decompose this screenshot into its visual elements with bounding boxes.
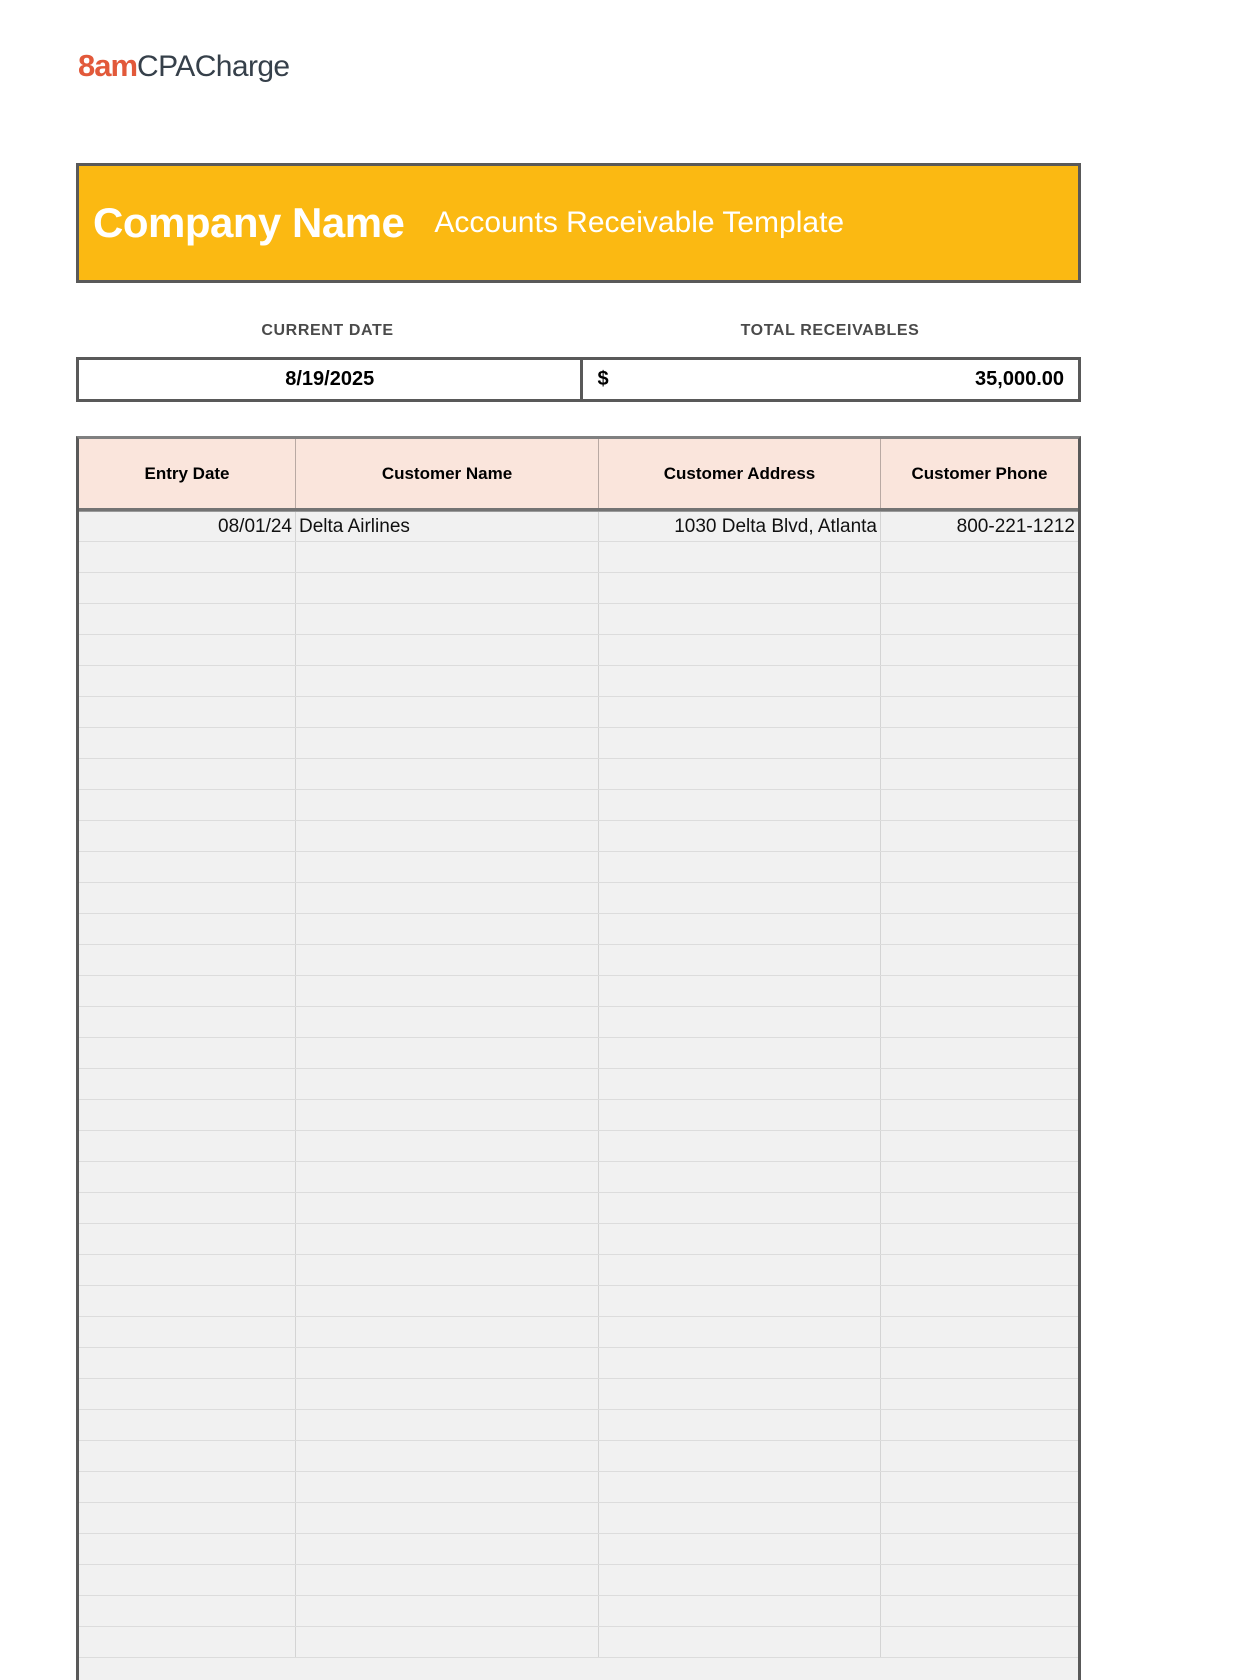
cell-customer_address[interactable]	[599, 1286, 881, 1316]
accounts-receivable-table	[76, 436, 1081, 1680]
table-row[interactable]	[79, 1534, 1078, 1565]
column-header-customer-phone: Customer Phone	[911, 463, 1048, 483]
cell-customer_name[interactable]	[296, 1348, 599, 1378]
cell-customer_name[interactable]	[296, 852, 599, 882]
table-row[interactable]	[79, 1100, 1078, 1131]
table-row[interactable]	[79, 1410, 1078, 1441]
cell-customer_name[interactable]	[296, 1255, 599, 1285]
cell-customer_name[interactable]	[296, 1472, 599, 1502]
cell-customer_phone[interactable]	[881, 1317, 1078, 1347]
cell-customer_phone[interactable]	[881, 945, 1078, 975]
cell-customer_phone[interactable]	[881, 1627, 1078, 1657]
cell-customer_address[interactable]	[599, 1317, 881, 1347]
cell-entry_date[interactable]	[79, 573, 296, 603]
cell-customer_phone[interactable]	[881, 821, 1078, 851]
column-header-entry-date: Entry Date	[79, 439, 296, 508]
cell-customer_address[interactable]	[599, 821, 881, 851]
cell-customer_name[interactable]	[296, 542, 599, 572]
cell-customer_phone[interactable]	[881, 914, 1078, 944]
cell-customer_address[interactable]	[599, 728, 881, 758]
cell-customer_address[interactable]	[599, 1193, 881, 1223]
table-row[interactable]	[79, 883, 1078, 914]
cell-entry_date[interactable]	[79, 914, 296, 944]
cell-customer_address[interactable]	[599, 1410, 881, 1440]
cell-customer_phone[interactable]	[881, 1007, 1078, 1037]
cell-customer_phone[interactable]	[881, 728, 1078, 758]
current-date-value: 8/19/2025	[285, 368, 375, 390]
cell-customer_address[interactable]	[599, 945, 881, 975]
cell-customer_name[interactable]	[296, 1224, 599, 1254]
cell-customer_name[interactable]	[296, 635, 599, 665]
cell-entry_date[interactable]	[79, 1596, 296, 1626]
cell-customer_name[interactable]	[296, 604, 599, 634]
cell-customer_address[interactable]	[599, 1348, 881, 1378]
cell-entry_date[interactable]	[79, 1348, 296, 1378]
cell-customer_name[interactable]	[296, 1007, 599, 1037]
cell-customer_phone[interactable]	[881, 1193, 1078, 1223]
cell-customer_address[interactable]	[599, 1472, 881, 1502]
cell-entry_date[interactable]	[79, 1224, 296, 1254]
table-row[interactable]	[79, 1472, 1078, 1503]
cell-entry_date[interactable]	[79, 1565, 296, 1595]
cell-entry_date[interactable]	[79, 1534, 296, 1564]
cell-customer_phone[interactable]: 800-221-1212	[956, 515, 1075, 537]
cell-entry_date[interactable]	[79, 635, 296, 665]
cell-customer_phone[interactable]	[881, 1534, 1078, 1564]
logo-mark-8am: 8am	[78, 48, 138, 83]
total-receivables-label: TOTAL RECEIVABLES	[740, 322, 920, 339]
cell-customer_address[interactable]	[599, 852, 881, 882]
table-row[interactable]	[79, 728, 1078, 759]
table-row[interactable]	[79, 976, 1078, 1007]
cell-customer_name[interactable]: Delta Airlines	[296, 512, 599, 541]
cell-customer_address[interactable]	[599, 542, 881, 572]
cell-entry_date[interactable]	[79, 1627, 296, 1657]
cell-customer_phone[interactable]	[881, 1441, 1078, 1471]
cell-customer_phone[interactable]	[881, 1472, 1078, 1502]
cell-entry_date[interactable]	[79, 1317, 296, 1347]
cpacharge-logo	[78, 48, 290, 84]
table-row[interactable]	[79, 635, 1078, 666]
cell-entry_date[interactable]	[79, 1069, 296, 1099]
cell-entry_date[interactable]	[79, 604, 296, 634]
cell-entry_date[interactable]	[79, 883, 296, 913]
table-row[interactable]	[79, 1038, 1078, 1069]
cell-entry_date[interactable]	[79, 1410, 296, 1440]
cell-customer_phone[interactable]	[881, 1503, 1078, 1533]
currency-symbol: $	[597, 368, 609, 390]
cell-entry_date[interactable]	[79, 976, 296, 1006]
cell-customer_phone[interactable]	[881, 852, 1078, 882]
cell-customer_name[interactable]	[296, 697, 599, 727]
cell-customer_address[interactable]	[599, 1534, 881, 1564]
total-receivables-value: 35,000.00	[975, 368, 1064, 390]
cell-customer_name[interactable]	[296, 1503, 599, 1533]
cell-customer_name[interactable]	[296, 976, 599, 1006]
column-header-customer-name: Customer Name	[296, 439, 599, 508]
cell-customer_address[interactable]	[599, 1441, 881, 1471]
cell-customer_address[interactable]	[599, 1069, 881, 1099]
table-row[interactable]	[79, 1379, 1078, 1410]
cell-entry_date[interactable]	[79, 542, 296, 572]
table-row[interactable]	[79, 1596, 1078, 1627]
cell-entry_date[interactable]	[79, 1193, 296, 1223]
cell-entry_date[interactable]	[79, 1503, 296, 1533]
column-header-customer-address: Customer Address	[599, 439, 881, 508]
cell-customer_name[interactable]	[296, 1038, 599, 1068]
cell-customer_name[interactable]	[296, 728, 599, 758]
cell-customer_name[interactable]	[296, 1565, 599, 1595]
current-date-field[interactable]	[79, 360, 580, 399]
cell-entry_date[interactable]	[79, 945, 296, 975]
cell-customer_name[interactable]	[296, 1596, 599, 1626]
cell-customer_phone[interactable]	[881, 1255, 1078, 1285]
cell-customer_name[interactable]	[296, 1162, 599, 1192]
cell-customer_address[interactable]	[599, 1007, 881, 1037]
cell-customer_phone[interactable]	[881, 1162, 1078, 1192]
cell-customer_name[interactable]	[296, 1534, 599, 1564]
cell-entry_date[interactable]	[79, 1379, 296, 1409]
cell-customer_address[interactable]	[599, 883, 881, 913]
cell-customer_address[interactable]	[599, 1627, 881, 1657]
cell-entry_date[interactable]	[79, 759, 296, 789]
title-banner	[76, 163, 1081, 283]
cell-customer_name[interactable]	[296, 1069, 599, 1099]
table-row[interactable]	[79, 1286, 1078, 1317]
cell-entry_date[interactable]	[79, 697, 296, 727]
cell-customer_address[interactable]	[599, 666, 881, 696]
table-row[interactable]	[79, 1317, 1078, 1348]
table-row[interactable]	[79, 1162, 1078, 1193]
table-row[interactable]	[79, 821, 1078, 852]
cell-entry_date[interactable]	[79, 1100, 296, 1130]
table-row[interactable]	[79, 573, 1078, 604]
table-row[interactable]	[79, 511, 1078, 542]
summary-value-boxes	[76, 357, 1081, 402]
cell-customer_address[interactable]	[599, 697, 881, 727]
table-row[interactable]	[79, 1007, 1078, 1038]
table-row[interactable]	[79, 1627, 1078, 1658]
cell-customer_name[interactable]	[296, 666, 599, 696]
table-row[interactable]	[79, 790, 1078, 821]
cell-entry_date[interactable]	[79, 1472, 296, 1502]
table-row[interactable]	[79, 1503, 1078, 1534]
cell-customer_address[interactable]	[599, 573, 881, 603]
table-row[interactable]	[79, 1069, 1078, 1100]
cell-customer_phone[interactable]	[881, 697, 1078, 727]
template-subtitle: Accounts Receivable Template	[434, 206, 845, 239]
cell-customer_phone[interactable]	[881, 883, 1078, 913]
table-row[interactable]	[79, 1224, 1078, 1255]
cell-customer_address[interactable]	[599, 976, 881, 1006]
cell-entry_date[interactable]	[79, 821, 296, 851]
cell-customer_name[interactable]	[296, 573, 599, 603]
cell-customer_address[interactable]	[599, 1162, 881, 1192]
cell-customer_name[interactable]	[296, 1410, 599, 1440]
cell-entry_date[interactable]	[79, 852, 296, 882]
table-row[interactable]	[79, 542, 1078, 573]
cell-customer_address[interactable]	[599, 759, 881, 789]
cell-customer_address[interactable]: 1030 Delta Blvd, Atlanta	[599, 512, 881, 541]
total-receivables-field[interactable]	[580, 360, 1078, 399]
cell-customer_name[interactable]	[296, 1627, 599, 1657]
cell-entry_date[interactable]	[79, 1286, 296, 1316]
table-row[interactable]	[79, 604, 1078, 635]
cell-customer_address[interactable]	[599, 1379, 881, 1409]
cell-customer_address[interactable]	[599, 914, 881, 944]
cell-customer_name[interactable]	[296, 1317, 599, 1347]
cell-customer_phone[interactable]	[881, 604, 1078, 634]
table-row[interactable]	[79, 666, 1078, 697]
cell-customer_phone[interactable]	[881, 1348, 1078, 1378]
cell-customer_name[interactable]	[296, 883, 599, 913]
cell-customer_phone[interactable]	[881, 1131, 1078, 1161]
cell-customer_phone[interactable]	[881, 666, 1078, 696]
table-row[interactable]	[79, 852, 1078, 883]
company-name-title: Company Name	[93, 199, 405, 246]
table-row[interactable]	[79, 697, 1078, 728]
cell-customer_name[interactable]	[296, 1441, 599, 1471]
cell-customer_phone[interactable]	[881, 542, 1078, 572]
logo-word-cpacharge: CPACharge	[137, 50, 290, 83]
cell-customer_address[interactable]	[599, 1503, 881, 1533]
cell-customer_name[interactable]	[296, 790, 599, 820]
cell-customer_name[interactable]	[296, 945, 599, 975]
cell-customer_phone[interactable]	[881, 976, 1078, 1006]
cell-customer_name[interactable]	[296, 914, 599, 944]
cell-customer_phone[interactable]	[881, 1069, 1078, 1099]
summary-labels	[76, 320, 1081, 350]
cell-entry_date[interactable]	[79, 1162, 296, 1192]
cell-customer_address[interactable]	[599, 1255, 881, 1285]
cell-customer_address[interactable]	[599, 604, 881, 634]
cell-customer_name[interactable]	[296, 1286, 599, 1316]
table-row[interactable]	[79, 759, 1078, 790]
table-header-row	[79, 439, 1078, 511]
cell-customer_phone[interactable]	[881, 1596, 1078, 1626]
cell-entry_date[interactable]	[79, 728, 296, 758]
cell-customer_address[interactable]	[599, 635, 881, 665]
cell-customer_name[interactable]	[296, 1100, 599, 1130]
cell-customer_name[interactable]	[296, 821, 599, 851]
cell-customer_phone[interactable]	[881, 1286, 1078, 1316]
table-row[interactable]	[79, 1441, 1078, 1472]
cell-entry_date[interactable]	[79, 1038, 296, 1068]
cell-customer_phone[interactable]	[881, 1410, 1078, 1440]
table-row[interactable]	[79, 945, 1078, 976]
cell-entry_date[interactable]	[79, 666, 296, 696]
cell-entry_date[interactable]	[79, 1131, 296, 1161]
cell-customer_phone[interactable]	[881, 1379, 1078, 1409]
cell-customer_phone[interactable]	[881, 790, 1078, 820]
cell-customer_phone[interactable]	[881, 759, 1078, 789]
cell-customer_address[interactable]	[599, 1224, 881, 1254]
cell-customer_address[interactable]	[599, 1038, 881, 1068]
current-date-label: CURRENT DATE	[261, 322, 394, 339]
table-row[interactable]	[79, 914, 1078, 945]
cell-customer_name[interactable]	[296, 1131, 599, 1161]
cell-entry_date[interactable]	[79, 1255, 296, 1285]
cell-customer_address[interactable]	[599, 1100, 881, 1130]
table-row[interactable]	[79, 1193, 1078, 1224]
cell-entry_date[interactable]	[79, 1007, 296, 1037]
cell-customer_name[interactable]	[296, 1379, 599, 1409]
cell-customer_address[interactable]	[599, 1596, 881, 1626]
cell-customer_phone[interactable]	[881, 635, 1078, 665]
cell-entry_date[interactable]	[79, 790, 296, 820]
cell-customer_address[interactable]	[599, 790, 881, 820]
cell-customer_address[interactable]	[599, 1131, 881, 1161]
cell-customer_phone[interactable]	[881, 1100, 1078, 1130]
cell-customer_address[interactable]	[599, 1565, 881, 1595]
cell-entry_date[interactable]	[79, 1441, 296, 1471]
table-row[interactable]	[79, 1565, 1078, 1596]
table-row[interactable]	[79, 1255, 1078, 1286]
cell-customer_phone[interactable]	[881, 573, 1078, 603]
cell-entry_date[interactable]: 08/01/24	[79, 512, 296, 541]
table-row[interactable]	[79, 1131, 1078, 1162]
table-body	[79, 511, 1078, 1658]
table-row[interactable]	[79, 1348, 1078, 1379]
cell-customer_name[interactable]	[296, 1193, 599, 1223]
cell-customer_name[interactable]	[296, 759, 599, 789]
cell-customer_phone[interactable]	[881, 1038, 1078, 1068]
cell-customer_phone[interactable]	[881, 1565, 1078, 1595]
cell-customer_phone[interactable]	[881, 1224, 1078, 1254]
